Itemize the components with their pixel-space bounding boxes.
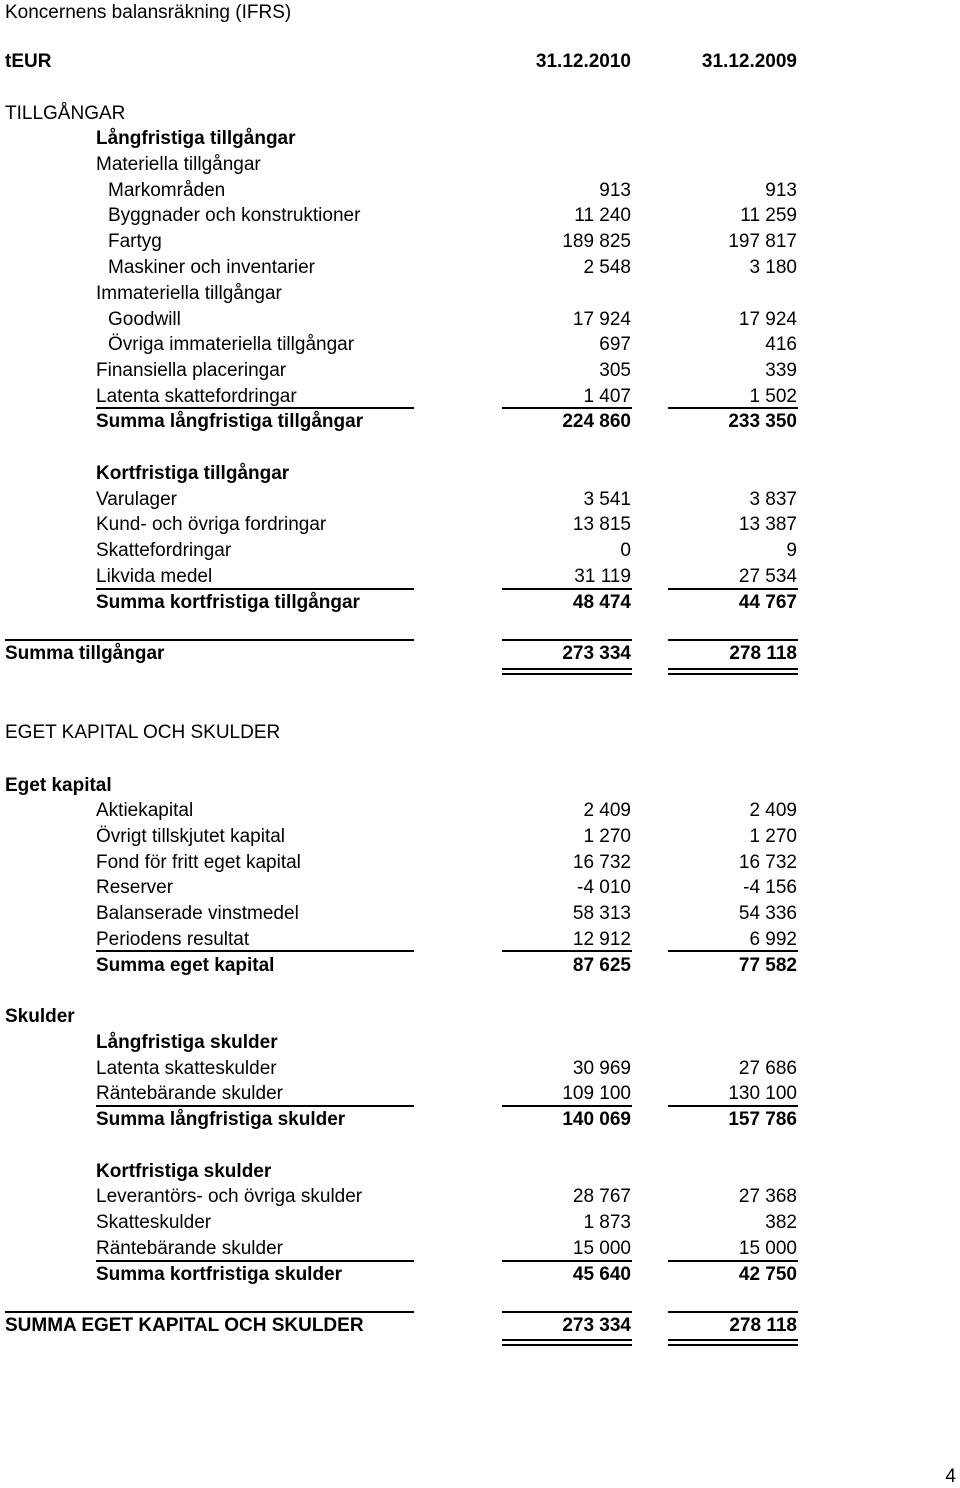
value-2010: 17 924 xyxy=(572,309,631,330)
row-label: Summa tillgångar xyxy=(5,643,165,664)
column-header-row xyxy=(0,49,960,75)
table-row xyxy=(0,1236,960,1262)
value-2010: 273 334 xyxy=(562,1315,631,1336)
value-2010: 3 541 xyxy=(583,489,631,510)
row-label: Summa långfristiga skulder xyxy=(96,1109,346,1130)
short-debt-heading-row xyxy=(0,1159,960,1185)
section-heading: Eget kapital xyxy=(5,775,112,796)
value-2010: 189 825 xyxy=(562,231,631,252)
value-2009: 416 xyxy=(765,334,797,355)
table-row xyxy=(0,564,960,590)
row-label: Leverantörs- och övriga skulder xyxy=(96,1186,363,1207)
row-label: Aktiekapital xyxy=(96,800,194,821)
value-2009: 54 336 xyxy=(738,903,797,924)
value-2009: 16 732 xyxy=(738,852,797,873)
value-2010: 58 313 xyxy=(572,903,631,924)
subtotal-row xyxy=(0,409,960,435)
liabilities-heading-row xyxy=(0,720,960,746)
row-label: Summa eget kapital xyxy=(96,955,275,976)
liabilities-heading: EGET KAPITAL OCH SKULDER xyxy=(5,722,281,743)
assets-heading: TILLGÅNGAR xyxy=(5,103,126,124)
row-label: Balanserade vinstmedel xyxy=(96,903,299,924)
row-label: Fond för fritt eget kapital xyxy=(96,852,301,873)
value-2010: 1 873 xyxy=(583,1212,631,1233)
assets-heading-row xyxy=(0,101,960,127)
value-2010: 224 860 xyxy=(562,411,631,432)
row-label: Varulager xyxy=(96,489,177,510)
table-row xyxy=(0,1056,960,1082)
total-row xyxy=(0,1313,960,1339)
table-row xyxy=(0,255,960,281)
page-number: 4 xyxy=(945,1466,956,1487)
value-2010: 11 240 xyxy=(574,205,631,226)
value-2009: 1 270 xyxy=(749,826,797,847)
table-row xyxy=(0,229,960,255)
table-row xyxy=(0,1081,960,1107)
table-row xyxy=(0,538,960,564)
row-label: Skattefordringar xyxy=(96,540,232,561)
row-label: Räntebärande skulder xyxy=(96,1238,283,1259)
subtotal-row xyxy=(0,1262,960,1288)
value-2010: 305 xyxy=(599,360,631,381)
value-2010: 1 407 xyxy=(583,386,631,407)
value-2010: 31 119 xyxy=(574,566,631,587)
total-row xyxy=(0,641,960,667)
value-2009: 233 350 xyxy=(728,411,797,432)
value-2010: 16 732 xyxy=(572,852,631,873)
value-2010: 913 xyxy=(599,180,631,201)
subsection-heading: Långfristiga skulder xyxy=(96,1032,278,1053)
value-2010: 15 000 xyxy=(572,1238,631,1259)
subtotal-row xyxy=(0,953,960,979)
long-term-assets-heading-row xyxy=(0,126,960,152)
row-label: Finansiella placeringar xyxy=(96,360,287,381)
table-row xyxy=(0,1210,960,1236)
row-label: Kund- och övriga fordringar xyxy=(96,514,327,535)
table-row xyxy=(0,901,960,927)
value-2009: 6 992 xyxy=(749,929,797,950)
double-underline xyxy=(668,668,798,670)
table-row xyxy=(0,487,960,513)
value-2010: 273 334 xyxy=(562,643,631,664)
subtotal-row xyxy=(0,1107,960,1133)
row-label: Reserver xyxy=(96,877,174,898)
subsection-heading: Kortfristiga skulder xyxy=(96,1161,272,1182)
table-row xyxy=(0,798,960,824)
intangible-heading-row xyxy=(0,281,960,307)
divider xyxy=(668,950,798,952)
table-row xyxy=(0,875,960,901)
double-underline xyxy=(502,1344,632,1346)
double-underline xyxy=(668,1339,798,1341)
section-heading: Skulder xyxy=(5,1006,75,1027)
section-heading: Kortfristiga tillgångar xyxy=(96,463,290,484)
equity-heading-row xyxy=(0,773,960,799)
value-2009: 3 180 xyxy=(749,257,797,278)
value-2009: 44 767 xyxy=(738,592,797,613)
divider xyxy=(502,950,632,952)
row-label: Summa långfristiga tillgångar xyxy=(96,411,364,432)
value-2009: 11 259 xyxy=(740,205,797,226)
value-2009: 913 xyxy=(765,180,797,201)
row-label: Likvida medel xyxy=(96,566,213,587)
value-2009: 382 xyxy=(765,1212,797,1233)
unit-label: tEUR xyxy=(5,51,52,72)
value-2009: 197 817 xyxy=(728,231,797,252)
value-2010: -4 010 xyxy=(577,877,631,898)
table-row xyxy=(0,1184,960,1210)
table-row xyxy=(0,512,960,538)
value-2009: 42 750 xyxy=(738,1264,797,1285)
subtotal-row xyxy=(0,590,960,616)
row-label: Räntebärande skulder xyxy=(96,1083,283,1104)
row-label: Fartyg xyxy=(108,231,162,252)
value-2010: 697 xyxy=(599,334,631,355)
table-row xyxy=(0,332,960,358)
table-row xyxy=(0,358,960,384)
value-2010: 13 815 xyxy=(572,514,631,535)
divider xyxy=(96,950,414,952)
title-row xyxy=(0,0,960,26)
row-label: Latenta skatteskulder xyxy=(96,1058,277,1079)
row-label: Maskiner och inventarier xyxy=(108,257,315,278)
value-2009: 15 000 xyxy=(738,1238,797,1259)
value-2009: -4 156 xyxy=(743,877,797,898)
short-term-assets-heading-row xyxy=(0,461,960,487)
column-header-2009: 31.12.2009 xyxy=(701,51,797,72)
value-2009: 77 582 xyxy=(738,955,797,976)
double-underline xyxy=(668,673,798,675)
row-label: Byggnader och konstruktioner xyxy=(108,205,361,226)
value-2009: 3 837 xyxy=(749,489,797,510)
value-2010: 48 474 xyxy=(572,592,631,613)
column-header-2010: 31.12.2010 xyxy=(535,51,631,72)
row-label: Övrigt tillskjutet kapital xyxy=(96,826,286,847)
row-label: Goodwill xyxy=(108,309,181,330)
row-label: Periodens resultat xyxy=(96,929,250,950)
long-debt-heading-row xyxy=(0,1030,960,1056)
value-2010: 2 409 xyxy=(583,800,631,821)
value-2009: 9 xyxy=(786,540,797,561)
double-underline xyxy=(502,673,632,675)
value-2010: 140 069 xyxy=(562,1109,631,1130)
debt-heading-row xyxy=(0,1004,960,1030)
subsection-heading: Immateriella tillgångar xyxy=(96,283,282,304)
value-2009: 157 786 xyxy=(728,1109,797,1130)
row-label: Övriga immateriella tillgångar xyxy=(108,334,355,355)
double-underline xyxy=(502,1339,632,1341)
page-title: Koncernens balansräkning (IFRS) xyxy=(5,2,292,23)
value-2009: 339 xyxy=(765,360,797,381)
table-row xyxy=(0,203,960,229)
table-row xyxy=(0,850,960,876)
double-underline xyxy=(502,668,632,670)
table-row xyxy=(0,307,960,333)
section-heading: Långfristiga tillgångar xyxy=(96,128,296,149)
value-2010: 28 767 xyxy=(572,1186,631,1207)
row-label: SUMMA EGET KAPITAL OCH SKULDER xyxy=(5,1315,364,1336)
value-2009: 17 924 xyxy=(738,309,797,330)
tangible-heading-row xyxy=(0,152,960,178)
value-2009: 27 686 xyxy=(738,1058,797,1079)
value-2010: 12 912 xyxy=(572,929,631,950)
value-2009: 278 118 xyxy=(729,1315,797,1336)
row-label: Summa kortfristiga skulder xyxy=(96,1264,343,1285)
value-2009: 278 118 xyxy=(729,643,797,664)
value-2009: 13 387 xyxy=(738,514,797,535)
value-2010: 30 969 xyxy=(572,1058,631,1079)
row-label: Markområden xyxy=(108,180,226,201)
value-2010: 2 548 xyxy=(583,257,631,278)
table-row xyxy=(0,824,960,850)
value-2009: 130 100 xyxy=(728,1083,797,1104)
table-row xyxy=(0,178,960,204)
value-2009: 1 502 xyxy=(749,386,797,407)
value-2010: 87 625 xyxy=(572,955,631,976)
row-label: Latenta skattefordringar xyxy=(96,386,297,407)
value-2010: 1 270 xyxy=(583,826,631,847)
value-2010: 45 640 xyxy=(572,1264,631,1285)
row-label: Skatteskulder xyxy=(96,1212,212,1233)
value-2009: 2 409 xyxy=(749,800,797,821)
row-label: Summa kortfristiga tillgångar xyxy=(96,592,360,613)
subsection-heading: Materiella tillgångar xyxy=(96,154,261,175)
value-2010: 109 100 xyxy=(562,1083,631,1104)
value-2009: 27 534 xyxy=(738,566,797,587)
value-2009: 27 368 xyxy=(738,1186,797,1207)
value-2010: 0 xyxy=(620,540,631,561)
double-underline xyxy=(668,1344,798,1346)
